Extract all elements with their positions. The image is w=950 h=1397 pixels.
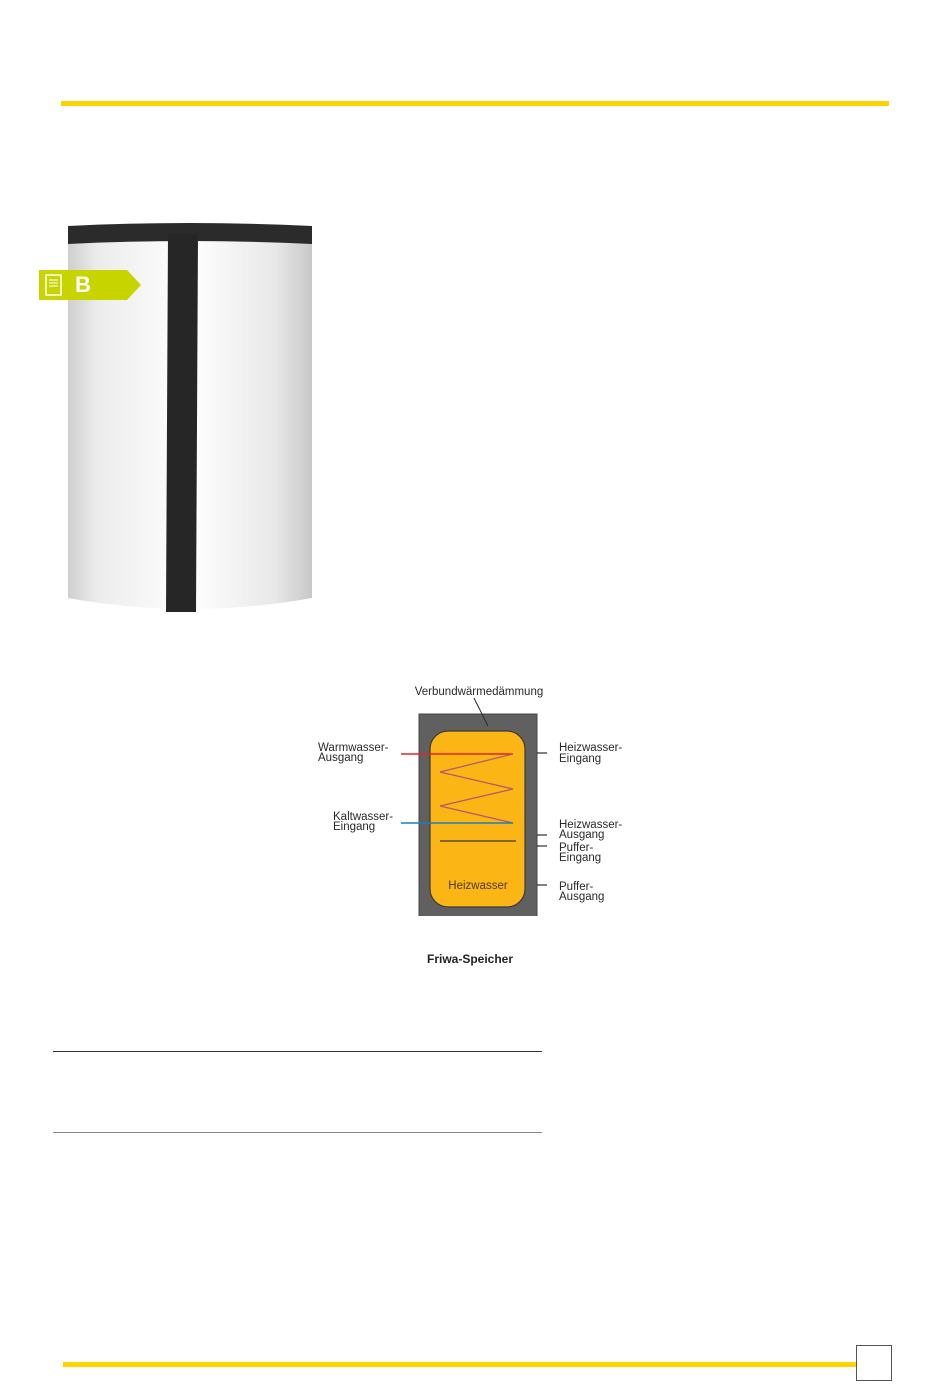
buffer-in-label-1: Puffer-: [559, 842, 594, 854]
warm-water-out-label-1: Warmwasser-: [318, 742, 389, 754]
friwa-storage-diagram: [310, 676, 650, 916]
insulation-label: Verbundwärmedämmung: [414, 686, 544, 698]
buffer-out-label-1: Puffer-: [559, 881, 594, 893]
heating-water-out-label-2: Ausgang: [559, 829, 605, 841]
heating-water-label: Heizwasser: [448, 880, 508, 892]
buffer-out-label-2: Ausgang: [559, 891, 605, 903]
section-divider: [53, 1051, 542, 1052]
bottom-accent-rule: [63, 1362, 856, 1367]
cold-water-in-label-1: Kaltwasser-: [333, 811, 394, 823]
energy-class-letter: B: [75, 272, 91, 297]
page-number-box: [856, 1345, 892, 1381]
heating-water-in-label-2: Eingang: [559, 753, 602, 765]
top-accent-rule: [61, 101, 889, 106]
heating-water-in-label-1: Heizwasser-: [559, 742, 623, 754]
energy-efficiency-label: [39, 270, 141, 300]
heating-water-out-label-1: Heizwasser-: [559, 819, 623, 831]
section-divider: [53, 1132, 542, 1133]
cold-water-in-label-2: Eingang: [333, 821, 376, 833]
buffer-in-label-2: Eingang: [559, 852, 602, 864]
warm-water-out-label-2: Ausgang: [318, 752, 364, 764]
diagram-caption: Friwa-Speicher: [426, 952, 514, 966]
